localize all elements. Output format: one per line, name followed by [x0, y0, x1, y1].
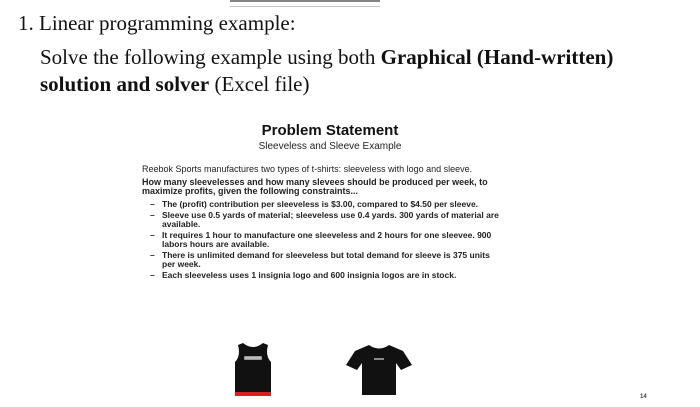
- constraint-item: – It requires 1 hour to manufacture one sleeveless and 2 hours for one sleevee. 900 labors hours are available.: [150, 230, 492, 249]
- slide-page-number: 14: [640, 394, 647, 400]
- slide-body: [142, 165, 502, 283]
- constraint-item: – Sleeve use 0.5 yards of material; sleeveless use 0.4 yards. 300 yards of material are available.: [150, 210, 499, 229]
- constraint-text: Each sleeveless uses 1 insignia logo and 600 insignia logos are in stock.: [162, 270, 457, 280]
- question-text: How many sleevelesses and how many slevees should be produced per week, to maximize profits, given the following constraints...: [142, 176, 488, 196]
- constraint-item: – The (profit) contribution per sleeveless is $3.00, compared to $4.50 per sleeve.: [150, 198, 479, 209]
- instruction-bold-method-2: solution and solver: [40, 72, 210, 96]
- constraint-text: It requires 1 hour to manufacture one sleeveless and 2 hours for one sleevee. 900 labors hours are available.: [162, 230, 492, 249]
- question-heading: 1. Linear programming example:: [18, 11, 296, 35]
- constraint-text: The (profit) contribution per sleeveless is $3.00, compared to $4.50 per sleeve.: [162, 198, 479, 209]
- constraint-text: There is unlimited demand for sleeveless but total demand for sleeve is 375 units per week.: [162, 250, 490, 269]
- instruction-bold-method-1: Graphical (Hand-written): [380, 45, 614, 69]
- intro-text: Reebok Sports manufactures two types of t-shirts: sleeveless with logo and sleeve.: [142, 164, 473, 174]
- sleeve-shirt-image: [345, 343, 413, 397]
- instruction-prefix: Solve the following example using both: [40, 45, 381, 69]
- slide-title: Problem Statement: [261, 122, 399, 139]
- cropped-top-text-edge: [230, 0, 380, 7]
- constraint-list: [142, 200, 502, 280]
- constraint-item: – There is unlimited demand for sleeveless but total demand for sleeve is 375 units per week.: [150, 250, 490, 269]
- constraint-text: Sleeve use 0.5 yards of material; sleeveless use 0.4 yards. 300 yards of material are available.: [162, 210, 499, 229]
- constraint-item: – Each sleeveless uses 1 insignia logo and 600 insignia logos are in stock.: [150, 270, 457, 280]
- instruction-suffix: (Excel file): [209, 72, 310, 96]
- problem-slide: [130, 115, 647, 405]
- sleeveless-shirt-image: [228, 342, 278, 398]
- slide-subtitle: Sleeveless and Sleeve Example: [258, 141, 402, 152]
- question-instruction: [40, 44, 690, 98]
